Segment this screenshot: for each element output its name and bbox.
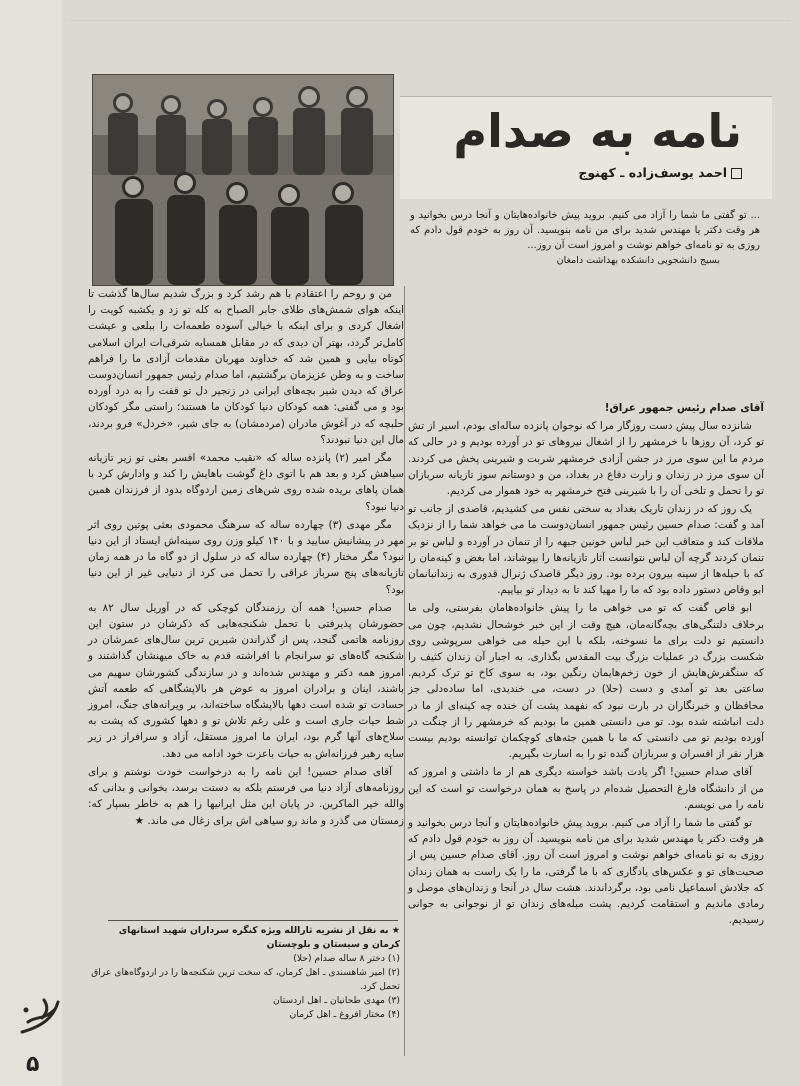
author-name: احمد یوسف‌زاده ـ کهنوج [578, 165, 727, 180]
header-rule [70, 10, 790, 21]
kerman-logo [14, 996, 64, 1040]
right-paragraph: آقای صدام حسین! اگر یادت باشد خواسته دیگری هم از ما داشتی و امروز که من از دانشگاه فارغ التحصیل شده‌ام در پاسخ به همان درخواست تو است که این نامه را می نویسم. [408, 766, 764, 811]
footnote-item: (۳) مهدی طحانیان ـ اهل اردستان [273, 995, 400, 1006]
page-number: ۵ [26, 1052, 40, 1077]
footnotes [88, 924, 400, 1022]
left-paragraph: من و روحم را اعتقادم با هم رشد کرد و بزرگ شدیم سال‌ها گذشت تا اینکه هوای شمش‌های طلای جابر الصباح به کله تو زد و یکشبه کویت را اشغال کردی و برای اینکه با خیالی آسوده طعمه‌ات را ببلعی و عیشت کامل‌تر گردد، بهتر آن دیدی که در مقابل همسایه شرقی‌ات ایران اسلامی کوتاه بیایی و همین شد که خداوند مهربان مقدمات آزادی ما را فراهم ساخت و به وطن عزیزمان برگشتیم، اما صدام رئیس جمهور انسان‌دوست عراق که دیدن شیر بچه‌های ایرانی در زنجیر دل تو قفت را به درد آورده بود و می گفتی: همه کودکان دنیا کودکان ما هستند؛ راستی مگر کودکان حلبچه که در آغوش مادران (مردمشان) به جای شیر، «خردل» فرو بردند، مال این دنیا نبودند؟ [88, 288, 404, 446]
article-author [578, 165, 742, 180]
article-column-left [88, 286, 404, 831]
right-paragraph: شانزده سال پیش دست روزگار مرا که نوجوان پانزده ساله‌ای بودم، اسیر از تش تو کرد، آن روزها با خرمشهر را از اشغال نیروهای تو در آورده بودیم و در حالی که مردم ما این سوی مرز در جشن آزادی خرمشهر شربت و شیرینی پخش می کردند. آن سوی مرز در زندان و زارت دفاع در بغداد، من و دوستانم سوز تازیانه سربازان تو را تحمل و تلخی آن را با شیرینی فتح خرمشهر به خود هموار می کردیم. [408, 420, 764, 498]
intro-signature: بسیج دانشجویی دانشکده بهداشت دامغان [556, 255, 720, 266]
left-paragraph: آقای صدام حسین! این نامه را به درخواست خودت نوشتم و برای روزنامه‌های آزاد دنیا می فرستم بلکه به دستت برسد، بخوانی و بدانی که والله خیر الماکرین. در پایان این مثل ایرانیها را هم به خاطر بسپار که: زمستان می گذرد و ماند رو سیاهی اش برای زغال می ماند. ★ [88, 765, 404, 827]
article-column-right [408, 400, 764, 931]
right-paragraph: تو گفتی ما شما را آزاد می کنیم. بروید پیش خانواده‌هایتان و آنجا درس بخوانید و هر وقت دکتر یا مهندس شدید برای من نامه بنویسید. آن روز به خودم قول دادم که روزی به تو نامه‌ای خواهم نوشت و امروز است آن روز. آقای صدام حسین پس از صحبت‌های تو و عکس‌های یادگاری که با ما گرفتی، ما را یک راست به همان زندان که جلادش اسماعیل نامی بود، برگرداندند. هشت سال در آنجا و زندان‌های موصل و رمادی ماندیم و استقامت کردیم. پشت میله‌های زندان تو از نوجوانی به جوانی رسیدیم. [408, 817, 764, 927]
intro-text: ... تو گفتی ما شما را آزاد می کنیم. بروید پیش خانواده‌هایتان و آنجا درس بخوانید و هر وقت دکتر یا مهندس شدید برای من نامه بنویسید. آن روز به خودم قول دادم که روزی به تو نامه‌ای خواهم نوشت و امروز است آن روز... [410, 210, 760, 251]
footnote-source: ★ به نقل از نشریه ثارالله ویژه کنگره سرداران شهید استانهای کرمان و سیستان و بلوچستان [118, 925, 400, 950]
article-title: نامه به صدام [453, 104, 742, 158]
right-paragraph: ابو قاص گفت که تو می خواهی ما را پیش خانواده‌هامان بفرستی، ولی ما برخلاف دلتنگی‌های بچه‌گانه‌مان، هیچ وقت از این خبر خوشحال نشدیم، چون می دانستیم تو دلت برای ما نسوخته، بلکه با این حیله می خواهی سرپوشی روی شکست بزرگ در عملیات بزرگ بیت المقدس بگذاری. به اجبار آن زندان کثیف را که سنگفرش‌هایش از خون زخم‌هایمان رنگین بود، به سوی کاخ تو ترک کردیم. ساعتی بعد تو آمدی و دست (حلا) در دست، می خندیدی، اما ساده‌دلی جز محافظان و خبرنگاران در بارت نبود که نفهمد پشت آن خنده چه کینه‌ای از ما در دلت انباشته شده بود. تو می دانستی همین ما بودیم که خرمشهر را از چنگت در آورده بودیم تو می دانستی که ما با همین جثه‌های کوچکمان توانسته بودیم بیست هزار نفر از افسران و سربازان گنده تو را به اسارت بگیریم. [408, 602, 764, 761]
right-paragraph: آقای صدام رئیس جمهور عراق! [604, 402, 764, 414]
footnote-item: (۲) امیر شاهسندی ـ اهل کرمان، که سخت ترین شکنجه‌ها را در اردوگاه‌های عراق تحمل کرد. [91, 967, 400, 992]
article-intro [410, 208, 760, 268]
footnote-item: (۱) دختر ۸ ساله صدام (حلا) [293, 953, 400, 964]
group-photo-illustration [93, 75, 393, 285]
page-margin [0, 0, 62, 1086]
title-box [400, 96, 772, 199]
left-paragraph: مگر مهدی (۳) چهارده ساله که سرهنگ محمودی بعثی پوتین روی اثر مهر در پیشانیش سایید و با ۱۴۰ کیلو وزن روی سینه‌اش ایستاد از این دنیا نبود؟ مگر مختار (۴) چهارده ساله که در سلول از دو گاه ما در همه زمان تازیانه‌های پنج سرباز عراقی را تحمل می کرد از دنیایی غیر از این دنیا بود؟ [88, 518, 405, 596]
right-paragraph: یک روز که در زندان تاریک بغداد به سختی نفس می کشیدیم، قاصدی از جانب تو آمد و گفت: صدام حسین رئیس جمهور انسان‌دوست ما می خواهد شما را از نزدیک ملاقات کند و متعاقب این خبر لباس خونین جبهه را از تنمان در آورده و لباس نو بر تنمان کردند گرچه آن لباس نتوانست آثار تازیانه‌ها را بپوشاند، اما بغض و کینه‌مان را که با حیله‌ها از سینه بیرون برده بود. روز دیگر قاصدک ژنرال قدوری به زندانبانمان ابو وقاص دستور داده بود که ما را مهیا کند تا به دیدار تو بیاییم. [408, 503, 764, 597]
left-paragraph: مگر امیر (۲) پانزده ساله که «نقیب محمد» افسر بعثی تو زیر تازیانه سیاهش کرد و بعد هم با اتوی داغ گوشت باهایش را کند و وادارش کرد با همان پاهای بریده شده روی شن‌های زمین اردوگاه بدود از فرزندان همین دنیا نبود؟ [88, 452, 404, 513]
group-photo [92, 74, 394, 286]
column-divider [404, 286, 405, 1056]
footnotes-rule [108, 920, 398, 921]
left-paragraph: صدام حسین! همه آن رزمندگان کوچکی که در آوریل سال ۸۲ به حضورشان پذیرفتی با تحمل شکنجه‌هایی که ذکرشان در ستون این روزنامه هاتمی گنجد، پس از گذراندن شیرین ترین سال‌های عمرشان در شکنجه گاه‌های تو سرانجام با افراشته قدم به خاک میهنشان گذاشتند و امروز همه دکتر و مهندس شده‌اند و در سازندگی کشورشان سهیم می باشند، اینان و برادران امروز به عوض هر بالاپشگاهی که طعمه آتش حسادت تو شده است دهها بالاپشگاه ساخته‌اند، بر ویرانه‌های جنگ، امروز شط حیات جاری است و علی رغم تلاش تو و دهها کشوری که پشت به سلاح‌های آنها گرم بود، ایران ما امروز مستقل، آزاد و سرافراز در زیر سایه رهبر فرزانه‌اش به حیات باعزت خود ادامه می دهد. [88, 601, 404, 760]
author-bullet-icon [731, 168, 742, 179]
footnote-item: (۴) مختار افروغ ـ اهل کرمان [289, 1009, 400, 1020]
